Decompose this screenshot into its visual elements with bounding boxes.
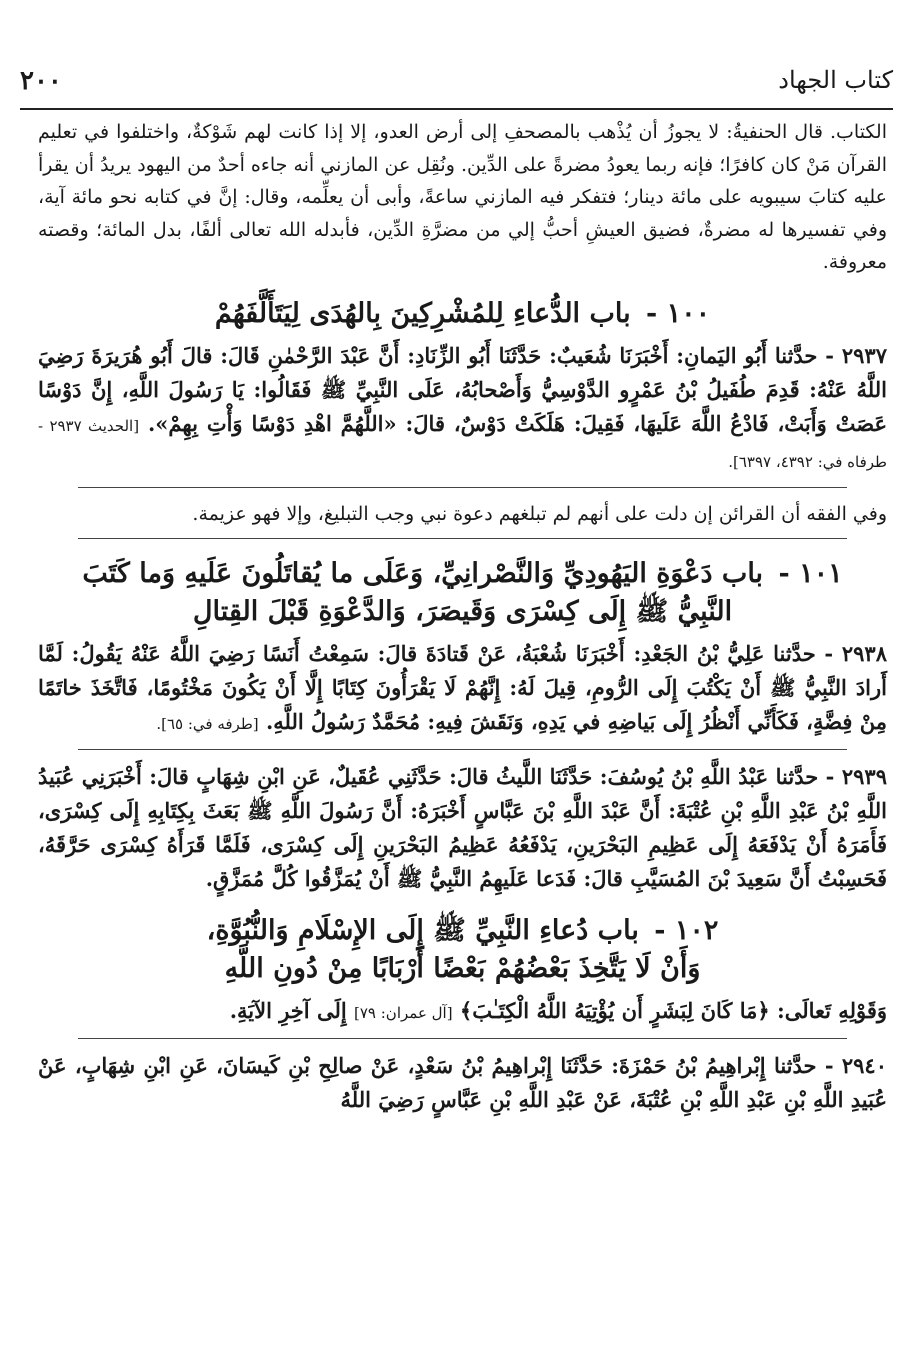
page-header: [20, 66, 893, 102]
verse-text: وَقَوْلِهِ تَعالَى: ﴿مَا كَانَ لِبَشَرٍ أَن يُؤْتِيَهُ اللَّهُ الْكِتَـٰبَ﴾: [459, 998, 887, 1023]
chapter-number: ١٠١ -: [778, 558, 843, 589]
chapter-title-line-1: باب دُعاءِ النَّبِيِّ ﷺ إِلَى الإِسْلَامِ وَالنُّبُوَّةِ،: [206, 915, 639, 946]
section-divider: [78, 487, 847, 488]
hadith-2939: [38, 760, 887, 896]
header-rule: [20, 108, 893, 110]
commentary-2937: وفي الفقه أن القرائن إن دلت على أنهم لم تبلغهم دعوة نبي وجب التبليغ، وإلا فهو عزيمة.: [192, 502, 887, 525]
page-body: [38, 116, 887, 1117]
chapter-heading-102: [38, 912, 887, 988]
hadith-2940: [38, 1049, 887, 1117]
chapter-title: باب الدُّعاءِ لِلمُشْرِكِينَ بِالهُدَى لِيَتَأَلَّفَهُمْ: [214, 297, 631, 329]
page-number: ٢٠٠: [20, 66, 62, 96]
quran-verse-line: [38, 994, 887, 1030]
chapter-heading-100: [38, 295, 887, 333]
chapter-number: ١٠٢ -: [654, 915, 719, 946]
section-divider: [78, 1038, 847, 1039]
verse-tail: إِلَى آخِرِ الآيَةِ.: [229, 998, 347, 1023]
chapter-title-line-2: النَّبِيُّ ﷺ إِلَى كِسْرَى وَقَيصَرَ، وَالدَّعْوَةِ قَبْلَ القِتالِ: [192, 596, 733, 627]
chapter-title-line-2: وَأَنْ لَا يَتَّخِذَ بَعْضُهُمْ بَعْضًا أَرْبَابًا مِنْ دُونِ اللَّهِ: [224, 953, 701, 984]
chapter-title-line-1: باب دَعْوَةِ اليَهُودِيِّ وَالنَّصْرانِيِّ، وَعَلَى ما يُقاتَلُونَ عَلَيهِ وَما كَتَبَ: [82, 558, 764, 589]
chapter-number: ١٠٠ -: [646, 297, 711, 329]
hadith-2937: [38, 339, 887, 479]
verse-reference: [آل عمران: ٧٩]: [354, 1004, 453, 1022]
hadith-reference: [طرفه في: ٦٥].: [156, 715, 259, 733]
section-divider: [78, 538, 847, 539]
hadith-text: ٢٩٣٧ - حدَّثنا أَبُو اليَمانِ: أَخْبَرَنَا شُعَيبٌ: حَدَّثَنَا أَبُو الزِّنَادِ: أَنَّ عَبْدَ الرَّحْمٰنِ قَالَ: قالَ أَبُو هُرَيرَةَ رَضِيَ اللَّهُ عَنْهُ: قَدِمَ طُفَيلُ بْنُ عَمْرٍو الدَّوْسِيُّ وَأَصْحابُهُ، عَلَى النَّبِيِّ ﷺ فَقَالُوا: يَا رَسُولَ اللَّهِ، إِنَّ دَوْسًا عَصَتْ وَأَبَتْ، فَادْعُ اللَّهَ عَلَيهَا، فَقِيلَ: هَلَكَتْ دَوْسٌ، قالَ: «اللَّهُمَّ اهْدِ دَوْسًا وَأْتِ بِهِمْ».: [38, 342, 887, 436]
running-title: كتاب الجهاد: [778, 66, 893, 94]
chapter-heading-101: [38, 555, 887, 631]
hadith-text: ٢٩٣٨ - حدَّثنا عَلِيُّ بْنُ الجَعْدِ: أَخْبَرَنَا شُعْبَةُ، عَنْ قَتادَةَ قالَ: سَمِعْتُ أَنَسًا رَضِيَ اللَّهُ عَنْهُ يَقُولُ: لَمَّا أَرادَ النَّبِيُّ ﷺ أَنْ يَكْتُبَ إِلَى الرُّومِ، قِيلَ لَهُ: إِنَّهُمْ لَا يَقْرَأُونَ كِتَابًا إِلَّا أَنْ يَكُونَ مَخْتُومًا، فَاتَّخَذَ خاتَمًا مِنْ فِضَّةٍ، فَكَأَنِّي أَنْظُرُ إِلَى بَياضِهِ في يَدِهِ، وَنَقَشَ فِيهِ: مُحَمَّدٌ رَسُولُ اللَّهِ.: [38, 641, 887, 734]
hadith-reference: [الحديث ٢٩٣٧ - طرفاه في: ٤٣٩٢، ٦٣٩٧].: [38, 416, 887, 471]
intro-commentary: الكتاب. قال الحنفيةُ: لا يجوزُ أن يُذْهب بالمصحفِ إلى أرض العدو، إلا إذا كانت لهم شَوْكةٌ، واختلفوا في تعليم القرآن مَنْ كان كافرًا؛ فإنه ربما يعودُ مضرةً على الدِّين. ونُقِل عن المازني أنه جاءه أحدٌ من اليهود يريدُ أن يقرأ عليه كتابَ سيبويه على مائة دينار؛ فتفكر فيه المازني ساعةً، وأبى أن يعلِّمه، وقال: إنَّ في كتابه نحو مائة آية، وفي تفسيرها له مضرةٌ، فضيق العيشِ أحبُّ إلي من مضرَّةِ الدِّين، فأبدله الله تعالى ألفًا، بدل المائة؛ وقصته معروفة.: [38, 121, 887, 273]
hadith-2938: [38, 637, 887, 741]
section-divider: [78, 749, 847, 750]
hadith-text: ٢٩٣٩ - حدَّثنا عَبْدُ اللَّهِ بْنُ يُوسُفَ: حَدَّثَنَا اللَّيثُ قالَ: حَدَّثَنِي عُقَيلٌ، عَنِ ابْنِ شِهَابٍ قالَ: أَخْبَرَنِي عُبَيدُ اللَّهِ بْنُ عَبْدِ اللَّهِ بْنِ عُتْبَةَ: أَنَّ عَبْدَ اللَّهِ بْنَ عَبَّاسٍ أَخْبَرَهُ: أَنَّ رَسُولَ اللَّهِ ﷺ بَعَثَ بِكِتَابِهِ إِلَى كِسْرَى، فَأَمَرَهُ أَنْ يَدْفَعَهُ إِلَى عَظِيمِ البَحْرَينِ، يَدْفَعُهُ عَظِيمُ البَحْرَينِ إِلَى كِسْرَى، فَلَمَّا قَرَأَهُ كِسْرَى حَرَّقَهُ، فَحَسِبْتُ أَنَّ سَعِيدَ بْنَ المُسَيَّبِ قالَ: فَدَعا عَلَيهِمُ النَّبِيُّ ﷺ أَنْ يُمَزَّقُوا كُلَّ مُمَزَّقٍ.: [38, 764, 887, 891]
hadith-text: ٢٩٤٠ - حدَّثنا إِبْراهِيمُ بْنُ حَمْزَةَ: حَدَّثَنَا إِبْراهِيمُ بْنُ سَعْدٍ، عَنْ صالِحِ بْنِ كَيسَانَ، عَنِ ابْنِ شِهَابٍ، عَنْ عُبَيدِ اللَّهِ بْنِ عَبْدِ اللَّهِ بْنِ عُتْبَةَ، عَنْ عَبْدِ اللَّهِ بْنِ عَبَّاسٍ رَضِيَ اللَّهُ: [38, 1053, 887, 1112]
